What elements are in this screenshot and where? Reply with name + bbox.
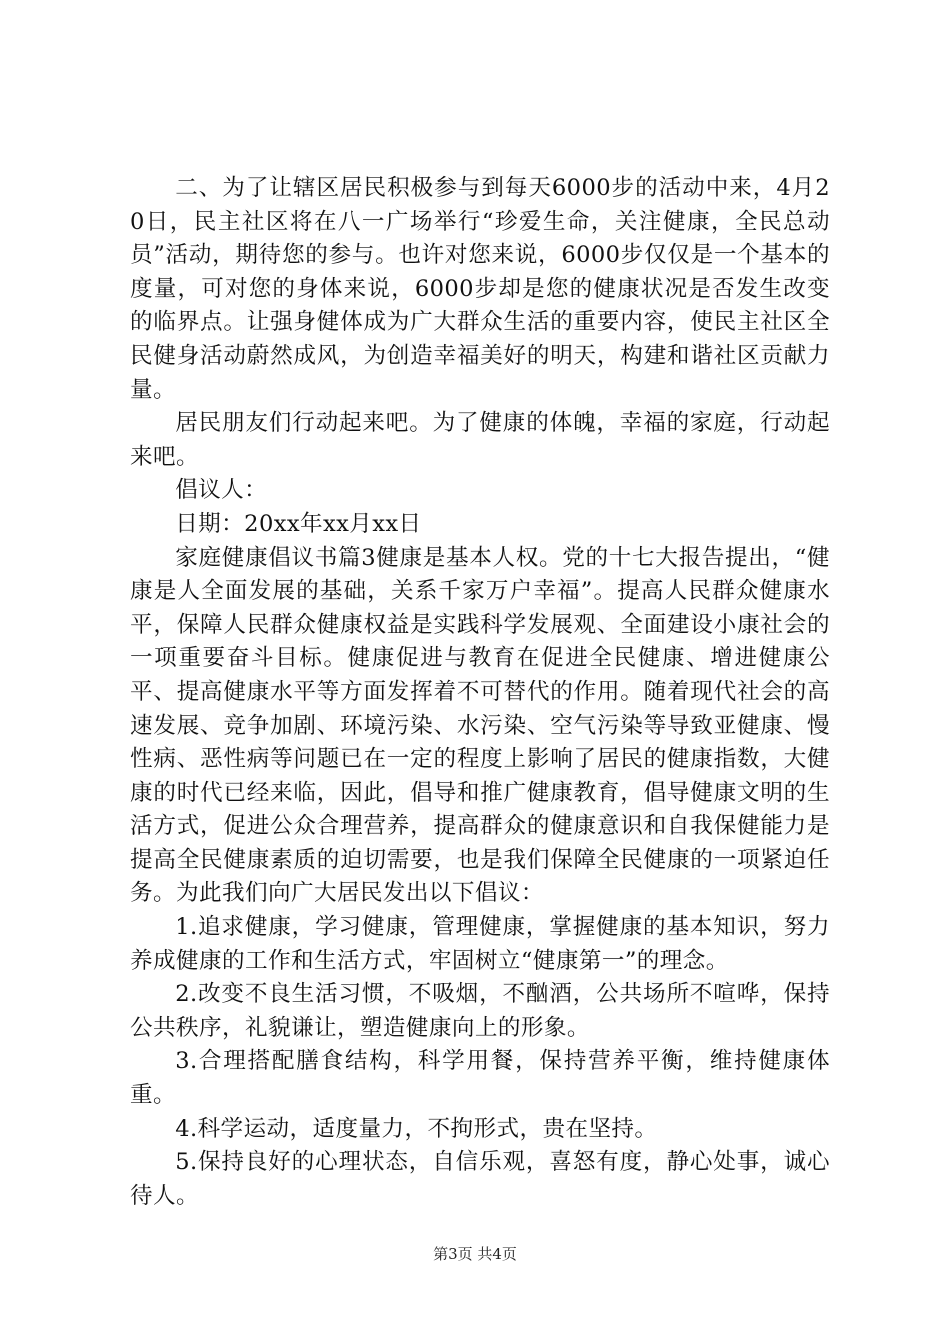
paragraph-proposal-intro: 家庭健康倡议书篇3健康是基本人权。党的十七大报告提出，“健康是人全面发展的基础，关系千家万户幸福”。提高人民群众健康水平，保障人民群众健康权益是实践科学发展观、全面建设小康社会的一项重要奋斗目标。健康促进与教育在促进全民健康、增进健康公平、提高健康水平等方面发挥着不可替代的作用。随着现代社会的高速发展、竞争加剧、环境污染、水污染、空气污染等导致亚健康、慢性病、恶性病等问题已在一定的程度上影响了居民的健康指数，大健康的时代已经来临，因此，倡导和推广健康教育，倡导健康文明的生活方式，促进公众合理营养，提高群众的健康意识和自我保健能力是提高全民健康素质的迫切需要，也是我们保障全民健康的一项紧迫任务。为此我们向广大居民发出以下倡议： [130, 544, 830, 907]
paragraph-activity: 二、为了让辖区居民积极参与到每天6000步的活动中来，4月20日，民主社区将在八一广场举行“珍爱生命，关注健康，全民总动员”活动，期待您的参与。也许对您来说，6000步仅仅是一个基本的度量，可对您的身体来说，6000步却是您的健康状况是否发生改变的临界点。让强身健体成为广大群众生活的重要内容，使民主社区全民健身活动蔚然成风，为创造幸福美好的明天，构建和谐社区贡献力量。 [130, 175, 830, 403]
paragraph-date: 日期：20xx年xx月xx日 [175, 510, 422, 537]
proposal-item-4: 4.科学运动，适度量力，不拘形式，贵在坚持。 [175, 1115, 658, 1142]
paragraph-initiator: 倡议人： [175, 477, 268, 504]
proposal-item-2: 2.改变不良生活习惯，不吸烟，不酗酒，公共场所不喧哗，保持公共秩序，礼貌谦让，塑造健康向上的形象。 [130, 981, 830, 1041]
paragraph-call-to-action: 居民朋友们行动起来吧。为了健康的体魄，幸福的家庭，行动起来吧。 [130, 410, 830, 470]
page-number-footer: 第3页 共4页 [433, 1245, 517, 1263]
proposal-item-1: 1.追求健康，学习健康，管理健康，掌握健康的基本知识，努力养成健康的工作和生活方式，牢固树立“健康第一”的理念。 [130, 914, 830, 974]
proposal-item-3: 3.合理搭配膳食结构，科学用餐，保持营养平衡，维持健康体重。 [130, 1048, 830, 1109]
document-body [130, 172, 830, 1213]
proposal-item-5: 5.保持良好的心理状态，自信乐观，喜怒有度，静心处事，诚心待人。 [130, 1149, 830, 1209]
